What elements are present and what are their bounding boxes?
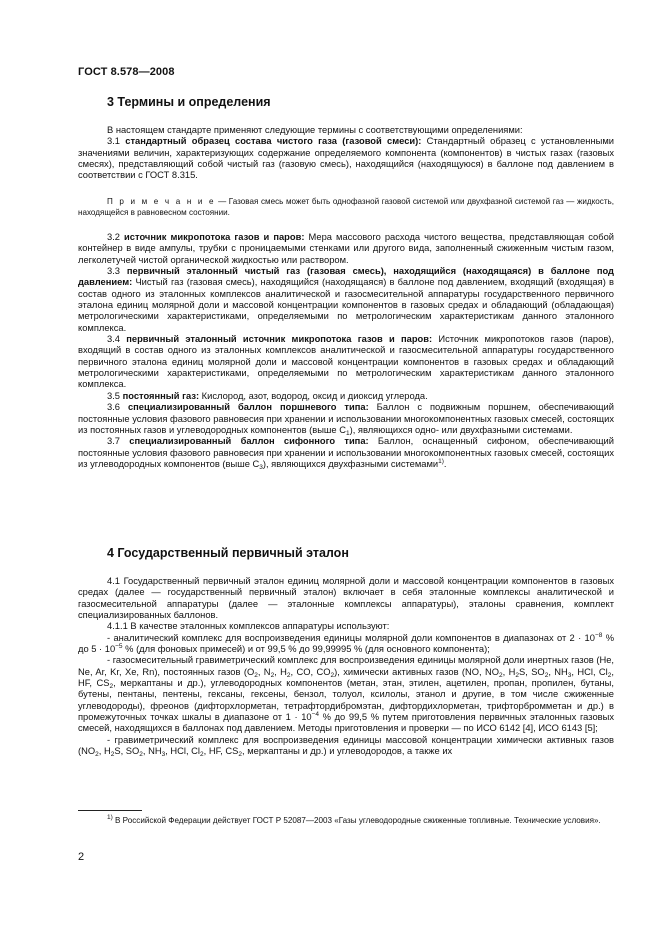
section-3-body [78,125,614,182]
clause-4-1-1: 4.1.1 В качестве эталонных комплексов аппаратуры используют: [107,621,390,632]
section-3-terms [78,232,614,470]
term-3-2-title: источник микропотока газов и паров: [124,232,305,242]
term-3-6-title: специализированный баллон поршневого типа: [127,402,369,413]
document-header: ГОСТ 8.578—2008 [78,66,175,78]
term-3-7: 3.7 специализированный баллон сифонного типа: Баллон, оснащенный сифоном, обеспечивающий постоянные условия фазового равновесия при хранении и использовании многокомпонентных газовых смесей, состоящих из углеводородных компонентов (выше $C_3$), являющихся двухфазными системами$^{1)}$. [78,436,614,471]
section-3-intro: В настоящем стандарте применяют следующие термины с соответствующими определениями: [107,125,523,135]
term-3-3-title: первичный эталонный чистый газ (газовая смесь), находящийся (находящаяся) в баллоне под давлением: [78,266,614,288]
term-3-6: 3.6 специализированный баллон поршневого типа: Баллон с подвижным поршнем, обеспечивающий постоянные условия фазового равновесия при хранении и использовании многокомпонентных газовых смесей, состоящих из постоянных газов и углеводородных компонентов (выше $C_1$), являющихся одно- или двухфазными системами. [78,402,614,437]
footnote-ref: 1) [438,457,444,465]
note-text: — Газовая смесь может быть однофазной газовой системой или двухфазной системой газ — жидкость, находящейся в равновесном состоянии. [78,197,614,217]
term-3-4-title: первичный эталонный источник микропотока газов и паров: [126,334,433,345]
term-3-7-title: специализированный баллон сифонного типа: [129,436,369,447]
footnote-text: В Российской Федерации действует ГОСТ Р 52087—2003 «Газы углеводородные сжиженные топливные. Технические условия». [112,816,601,825]
note-block [78,196,614,218]
section-4-body [78,576,614,758]
section-4-title: 4 Государственный первичный эталон [107,546,349,560]
footnote [78,815,614,827]
page-number: 2 [78,851,85,863]
term-3-5: 3.5 постоянный газ: Кислород, азот, водород, оксид и диоксид углерода. [107,390,428,401]
clause-4-1: 4.1 Государственный первичный эталон единиц молярной доли и массовой концентрации компонентов в газовых средах (далее — государственный первичный эталон) включает в себя эталонные комплексы аналитической и газосмесительной аппаратуры (далее — эталонные комплексы аппаратуры), эталоны сравнения, комплект специализированных баллонов. [78,576,614,621]
list-item-analytical-complex: - аналитический комплекс для воспроизведения единицы молярной доли компонентов в диапазонах от $2 \cdot 10^{-8}$ % до $5 \cdot 10^{-5}$ % (для фоновых примесей) и от 99,5 % до 99,99995 % (для основного компонента); [78,631,615,655]
list-item-gas-mixing-complex: - газосмесительный гравиметрический комплекс для воспроизведения единицы молярной доли инертных газов (He, Ne, Ar, Kr, Xe, Rn), постоянных газов ($O_2$, $N_2$, $H_2$, CO, $CO_2$), химически активных газов (NO, $NO_2$, $H_2S$, $SO_2$, $NH_3$, HCl, $Cl_2$, HF, $CS_2$, меркаптаны и др.), углеводородных компонентов (метан, этан, этилен, ацетилен, пропан, пропилен, бутаны, бутены, пентаны, пентены, гексаны, гексены, бензол, толуол, ксилолы, этанол и другие, в том числе сжиженные углеводороды), фреонов (дифторхлорметан, тетрафтордибромэтан, дифтордихлорметан, трифторбромметан и др.) в промежуточных точках шкалы в диапазоне от $1 \cdot 10^{-4}$ % до 99,5 % путем приготовления первичных эталонных газовых смесей, находящихся в баллонах под давлением. Методы приготовления и проверки — по ИСО 6142 [4], ИСО 6143 [5]; [78,655,614,734]
note-label: П р и м е ч а н и е [107,197,216,206]
footnote-divider [78,810,142,811]
term-3-2: 3.2 источник микропотока газов и паров: Мера массового расхода чистого вещества, представляющая собой контейнер в виде ампулы, трубки с проницаемыми стенками или другого вида, заполненный сжиженным чистым газом, легколетучей чистой органической жидкостью или раствором. [78,232,614,265]
term-3-1: 3.1 стандартный образец состава чистого газа (газовой смеси): Стандартный образец с установленными значениями величин, характеризующих содержание определяемого компонента (компонентов) в чистых газах (газовых смесях), представляющий собой чистый газ (газовую смесь), находящийся (находящуюся) в баллоне под давлением в соответствии с ГОСТ 8.315. [78,136,614,181]
list-item-gravimetric-complex: - гравиметрический комплекс для воспроизведения единицы массовой концентрации химически активных газов ($NO_2$, $H_2S$, $SO_2$, $NH_3$, HCl, $Cl_2$, HF, $CS_2$, меркаптаны и др.) и углеводородов, а также их [78,734,614,759]
term-3-1-title: стандартный образец состава чистого газа (газовой смеси): [125,136,422,147]
term-3-3: 3.3 первичный эталонный чистый газ (газовая смесь), находящийся (находящаяся) в баллоне под давлением: Чистый газ (газовая смесь), находящийся (находящаяся) в баллоне под давлением, входящий (входящая) в состав одного из эталонных комплексов аналитической и газосмесительной аппаратуры государственного первичного эталона единиц молярной доли и массовой концентрации компонентов в газовых средах и обладающий (обладающая) метрологическими характеристиками, определяемыми по метрологическим характеристикам данного эталонного комплекса. [78,266,614,333]
footnote-mark: 1) [107,814,113,821]
term-3-5-title: постоянный газ: [122,390,200,401]
term-3-4: 3.4 первичный эталонный источник микропотока газов и паров: Источник микропотоков газов (паров), входящий в состав одного из эталонных комплексов аналитической и газосмесительной аппаратуры государственного первичного эталона единиц молярной доли и массовой концентрации компонентов в газовых средах и обладающий метрологическими характеристиками, определяемыми по метрологическим характеристикам данного эталонного комплекса. [78,334,614,390]
section-3-title: 3 Термины и определения [107,95,271,109]
